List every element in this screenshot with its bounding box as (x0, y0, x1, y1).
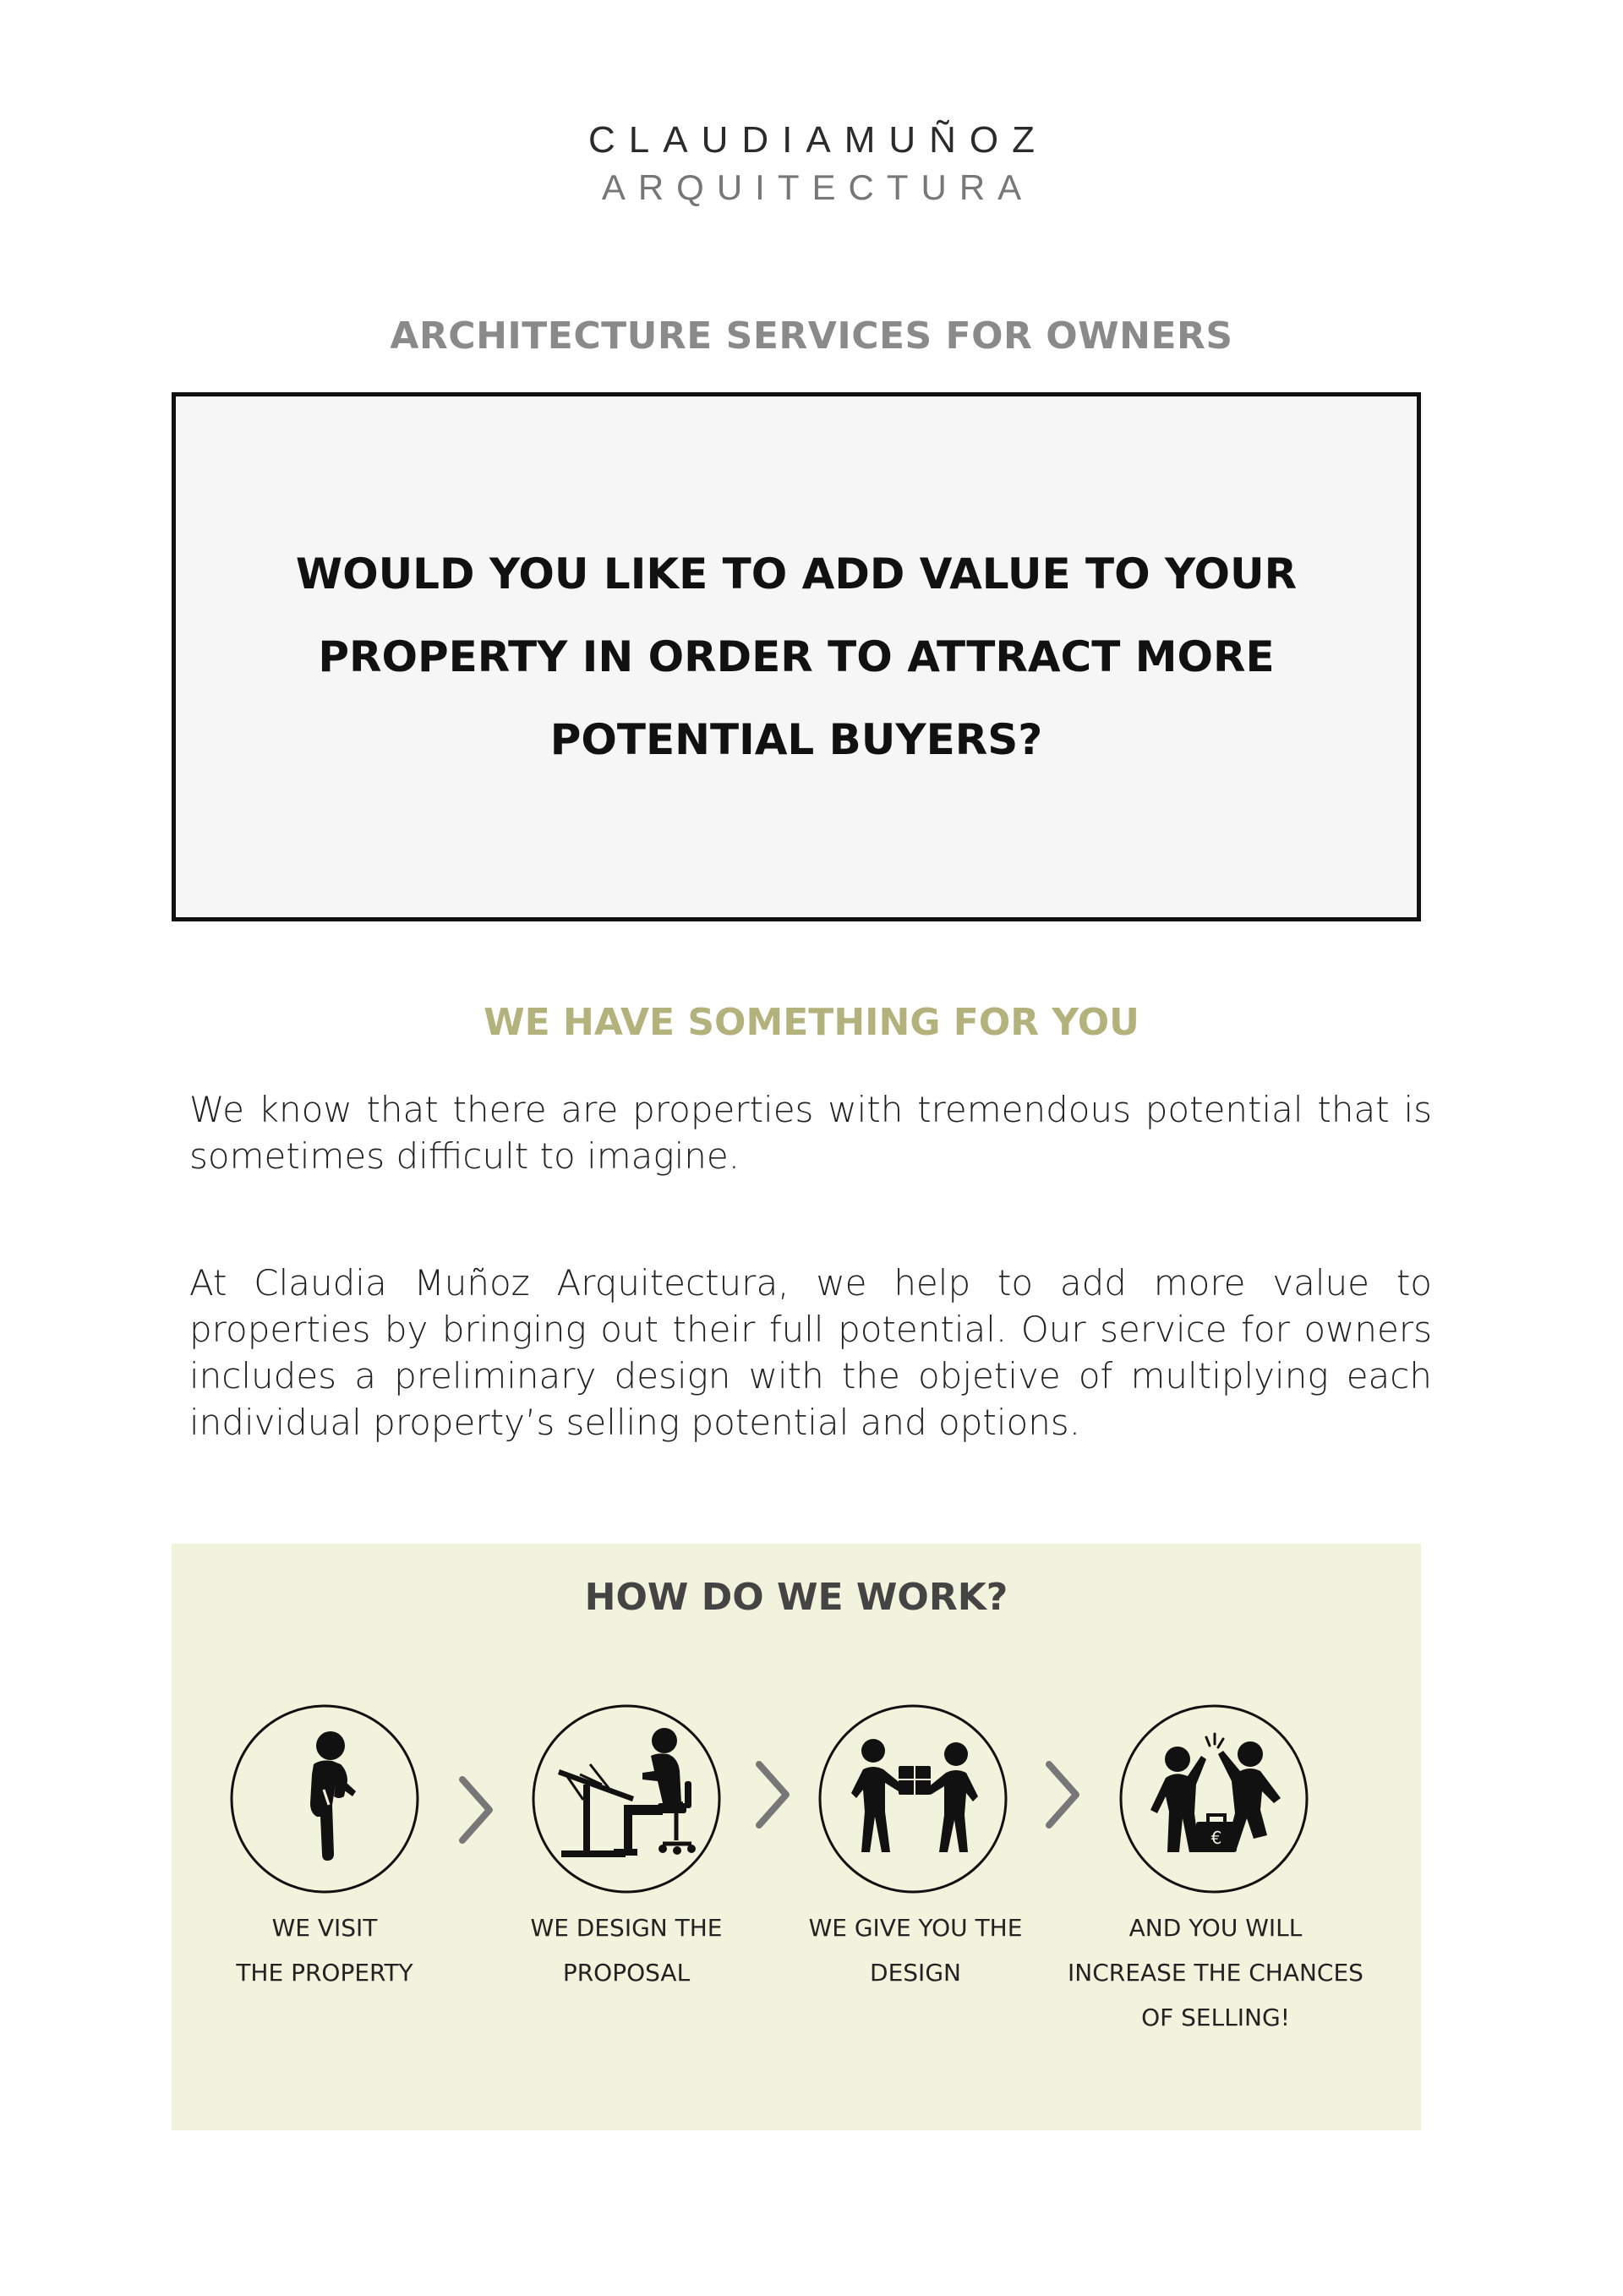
visit-icon (229, 1703, 420, 1894)
brand-logo (0, 117, 1623, 211)
euro-symbol: € (1210, 1828, 1222, 1848)
step-label-line: WE GIVE YOU THE (808, 1914, 1023, 1942)
step-label-line: THE PROPERTY (236, 1959, 413, 1987)
how-we-work-panel (172, 1544, 1421, 2130)
step-label-increase (1038, 1905, 1393, 2040)
chevron-right-icon (749, 1752, 800, 1837)
step-label-line: WE VISIT (271, 1914, 378, 1942)
chevron-right-icon (452, 1768, 503, 1852)
step-label-line: DESIGN (870, 1959, 961, 1987)
handover-icon (817, 1703, 1008, 1894)
service-paragraph: At Claudia Muñoz Arquitectura, we help to add more value to properties by bringing out their full potential. Our service for owners includes a preliminary design with the objetive of multiplying each individual property’s selling potential and options. (189, 1262, 1432, 1443)
question-text: WOULD YOU LIKE TO ADD VALUE TO YOUR PROPERTY IN ORDER TO ATTRACT MORE POTENTIAL BUYERS? (295, 549, 1298, 764)
chevron-right-icon (1039, 1752, 1090, 1837)
sub-heading: WE HAVE SOMETHING FOR YOU (484, 1001, 1139, 1044)
step-label-line: AND YOU WILL (1128, 1914, 1303, 1942)
step-label-line: INCREASE THE CHANCES (1068, 1959, 1363, 1987)
step-label-line: OF SELLING! (1141, 2004, 1290, 2031)
question-box (172, 392, 1421, 921)
logo-subtitle: ARQUITECTURA (601, 167, 1035, 207)
step-label-line: WE DESIGN THE (530, 1914, 723, 1942)
how-we-work-title: HOW DO WE WORK? (584, 1576, 1008, 1619)
section-heading: ARCHITECTURE SERVICES FOR OWNERS (390, 314, 1233, 358)
step-label-line: PROPOSAL (562, 1959, 691, 1987)
designer-desk-icon (531, 1703, 722, 1894)
intro-paragraph: We know that there are properties with tremendous potential that is sometimes difficult to imagine. (189, 1089, 1432, 1177)
logo-name: CLAUDIAMUÑOZ (587, 119, 1049, 161)
high-five-icon (1118, 1703, 1309, 1894)
